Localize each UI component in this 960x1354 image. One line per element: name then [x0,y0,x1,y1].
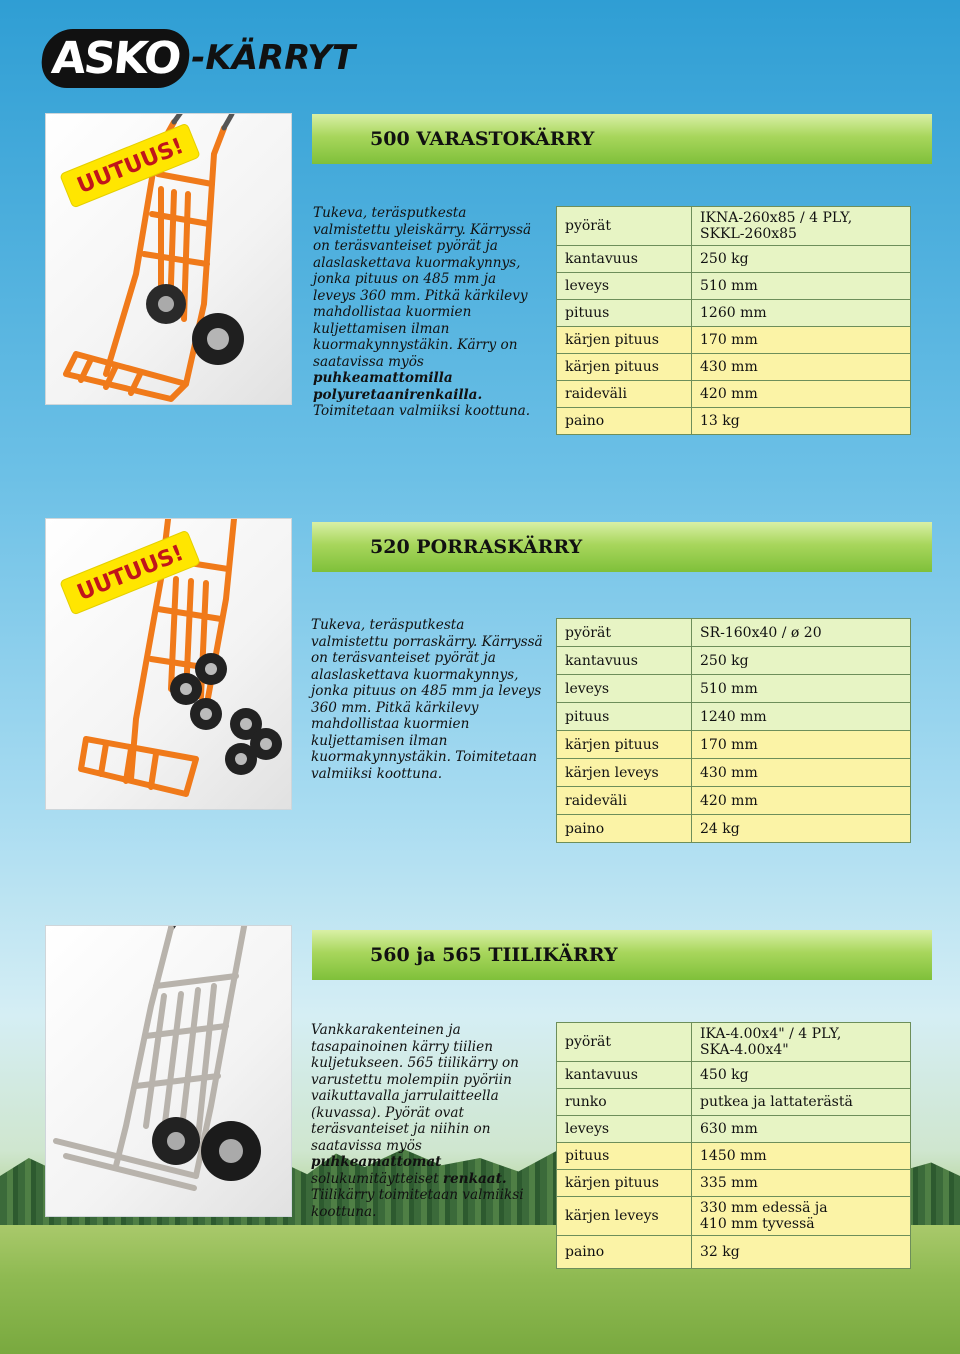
spec-value [692,1197,911,1236]
description-text: solukumitäytteiset [311,1170,443,1187]
spec-row [557,1116,911,1143]
spec-label: pituus [557,1143,692,1170]
spec-value-line: SKKL-260x85 [700,226,797,242]
spec-value: 250 kg [692,246,911,273]
brick-truck-illustration [46,926,291,1216]
spec-value: 510 mm [692,273,911,300]
spec-label: kantavuus [557,246,692,273]
spec-row [557,787,911,815]
spec-value: 1240 mm [692,703,911,731]
spec-value: 420 mm [692,787,911,815]
spec-label: pyörät [557,619,692,647]
description-text: Vankkarakenteinen ja tasapainoinen kärry tiilien kuljetukseen. 565 tiilikärry on varustettu molempiin pyöriin vaikuttavalla jarrulaitteella (kuvassa). Pyörät ovat teräsvanteiset ja niihin on saatavissa myös [311,1022,519,1154]
description-emphasis: renkaat. [442,1170,507,1187]
spec-value-line: SKA-4.00x4" [700,1042,789,1058]
spec-row [557,1143,911,1170]
spec-value: 13 kg [692,408,911,435]
spec-label: paino [557,408,692,435]
spec-row [557,408,911,435]
spec-row [557,1062,911,1089]
spec-row [557,675,911,703]
spec-label: pituus [557,300,692,327]
spec-value: 335 mm [692,1170,911,1197]
spec-value [692,207,911,246]
description-text: Tiilikärry toimitetaan valmiiksi koottuna. [311,1187,524,1220]
spec-row [557,731,911,759]
product-description-560 [311,1022,541,1220]
spec-value: SR-160x40 / ø 20 [692,619,911,647]
spec-value-line: IKNA-260x85 / 4 PLY, [700,210,853,226]
spec-value: 24 kg [692,815,911,843]
description-text: Tukeva, teräsputkesta valmistettu yleiskärry. Kärryssä on teräsvanteiset pyörät ja alaslaskettava kuormakynnys, jonka pituus on 485 mm ja leveys 360 mm. Pitkä kärkilevy mahdollistaa kuormien kuljettamisen ilman kuormakynnystäkin. Kärry on saatavissa myös [313,205,532,370]
spec-label: leveys [557,675,692,703]
spec-value-line: IKA-4.00x4" / 4 PLY, [700,1026,842,1042]
product-title-520: 520 PORRASKÄRRY [312,522,932,572]
spec-table-560 [556,1022,911,1269]
spec-label: kärjen pituus [557,354,692,381]
spec-value: 420 mm [692,381,911,408]
product-description-500 [313,205,543,420]
spec-row [557,327,911,354]
spec-row [557,207,911,246]
spec-label: kantavuus [557,1062,692,1089]
spec-row [557,1023,911,1062]
new-badge: UUTUUS! [60,531,200,615]
spec-label: pyörät [557,207,692,246]
spec-value: 430 mm [692,354,911,381]
spec-value-line: 410 mm tyvessä [700,1216,815,1232]
spec-label: runko [557,1089,692,1116]
spec-row [557,246,911,273]
spec-value: 1260 mm [692,300,911,327]
spec-label: leveys [557,1116,692,1143]
spec-value-line: 330 mm edessä ja [700,1200,828,1216]
spec-label: pituus [557,703,692,731]
spec-label: kärjen pituus [557,327,692,354]
spec-row [557,759,911,787]
spec-row [557,1089,911,1116]
spec-row [557,815,911,843]
spec-row [557,381,911,408]
spec-label: paino [557,1236,692,1269]
spec-value: 510 mm [692,675,911,703]
product-title-560: 560 ja 565 TIILIKÄRRY [312,930,932,980]
spec-label: leveys [557,273,692,300]
spec-row [557,1197,911,1236]
spec-value: 430 mm [692,759,911,787]
product-title-500: 500 VARASTOKÄRRY [312,114,932,164]
spec-row [557,1170,911,1197]
logo-mark: ASKO [39,29,192,88]
spec-table-520 [556,618,911,843]
description-text: Tukeva, teräsputkesta valmistettu porraskärry. Kärryssä on teräsvanteiset pyörät ja alaslaskettava kuormakynnys, jonka pituus on 485 mm ja leveys 360 mm. Pitkä kärkilevy mahdollistaa kuormien kuljettamisen ilman kuormakynnystäkin. Toimitetaan valmiiksi koottuna. [311,617,543,782]
spec-row [557,647,911,675]
spec-row [557,354,911,381]
spec-value [692,1023,911,1062]
brand-logo [42,18,355,98]
spec-value: 1450 mm [692,1143,911,1170]
product-photo-560 [45,925,292,1217]
spec-label: raideväli [557,787,692,815]
spec-row [557,300,911,327]
product-description-520 [311,617,546,782]
spec-label: kärjen leveys [557,759,692,787]
spec-table-500 [556,206,911,435]
spec-row [557,273,911,300]
spec-label: raideväli [557,381,692,408]
spec-label: kärjen pituus [557,1170,692,1197]
spec-label: pyörät [557,1023,692,1062]
description-text: Toimitetaan valmiiksi koottuna. [313,403,531,419]
spec-label: kärjen pituus [557,731,692,759]
spec-row [557,703,911,731]
spec-label: kantavuus [557,647,692,675]
spec-label: paino [557,815,692,843]
spec-value: 170 mm [692,731,911,759]
new-badge: UUTUUS! [60,124,200,208]
spec-value: 450 kg [692,1062,911,1089]
spec-label: kärjen leveys [557,1197,692,1236]
spec-value: 630 mm [692,1116,911,1143]
spec-row [557,1236,911,1269]
spec-value: 170 mm [692,327,911,354]
spec-row [557,619,911,647]
page-title: -KÄRRYT [191,38,356,78]
description-emphasis: puhkeamattomat [311,1154,442,1170]
spec-value: 32 kg [692,1236,911,1269]
spec-value: putkea ja lattaterästä [692,1089,911,1116]
spec-value: 250 kg [692,647,911,675]
description-emphasis: puhkeamattomilla polyuretaanirenkailla. [313,370,483,403]
